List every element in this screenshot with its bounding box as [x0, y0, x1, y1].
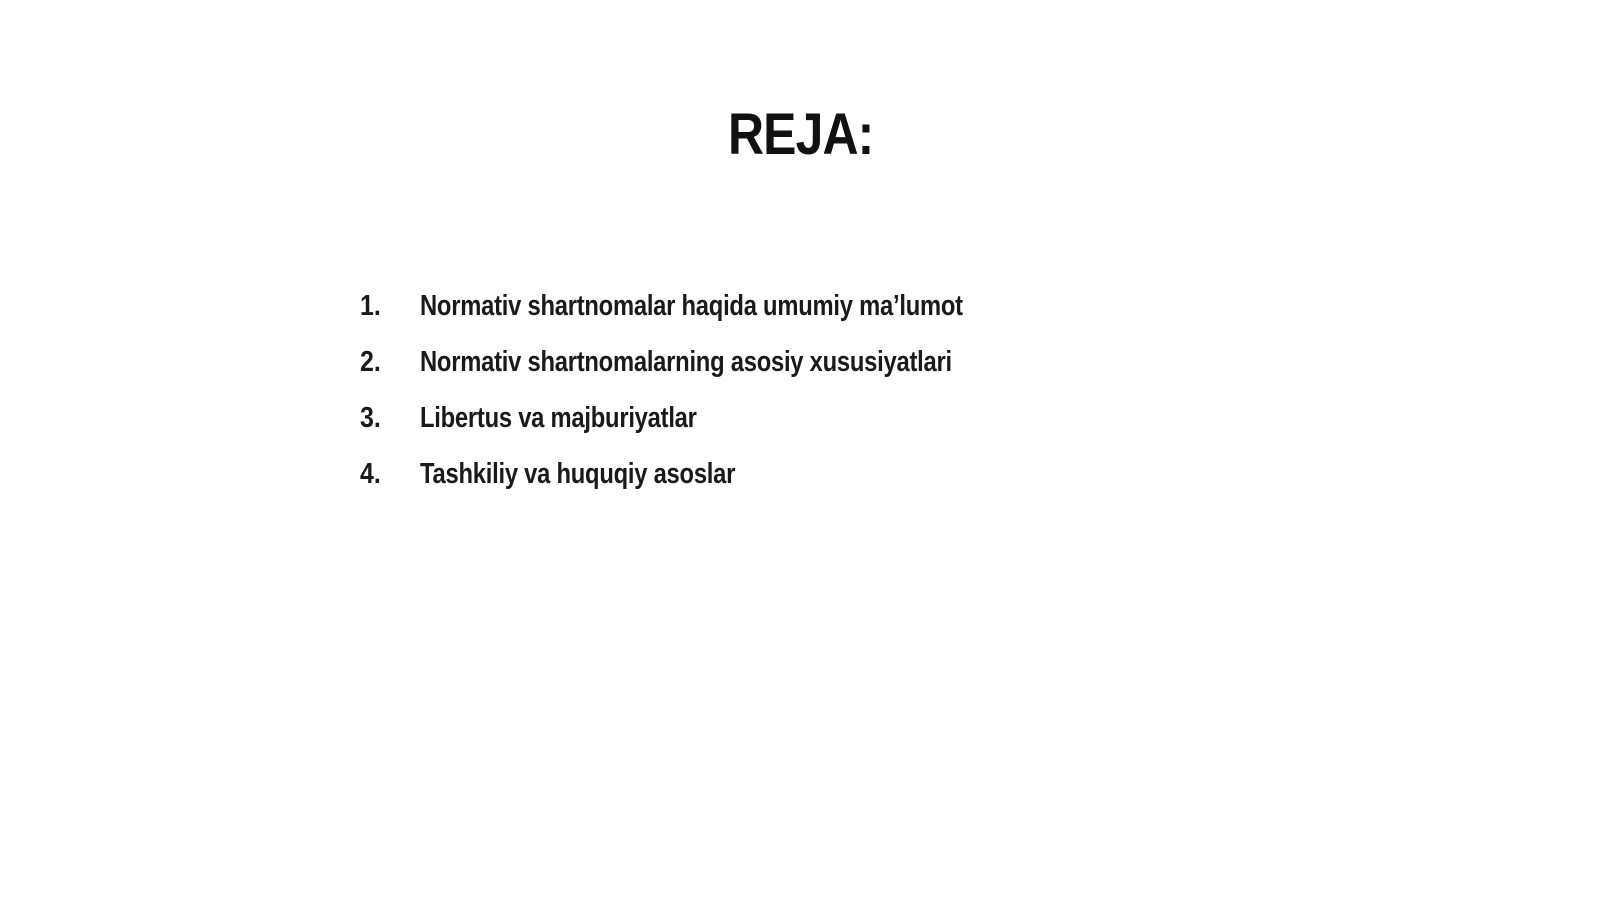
item-number: 2.: [360, 346, 381, 378]
list-item: [360, 342, 1082, 398]
item-text: Tashkiliy va huquqiy asoslar: [420, 458, 736, 490]
list-item: [360, 454, 1082, 510]
item-number: 1.: [360, 290, 381, 322]
list-item: [360, 398, 1082, 454]
slide-title: REJA:: [728, 102, 874, 167]
plan-list: [360, 286, 1082, 510]
list-item: [360, 286, 1082, 342]
item-text: Normativ shartnomalar haqida umumiy ma’lumot: [420, 290, 963, 322]
item-number: 4.: [360, 458, 381, 490]
item-number: 3.: [360, 402, 381, 434]
item-text: Normativ shartnomalarning asosiy xususiyatlari: [420, 346, 952, 378]
item-text: Libertus va majburiyatlar: [420, 402, 697, 434]
